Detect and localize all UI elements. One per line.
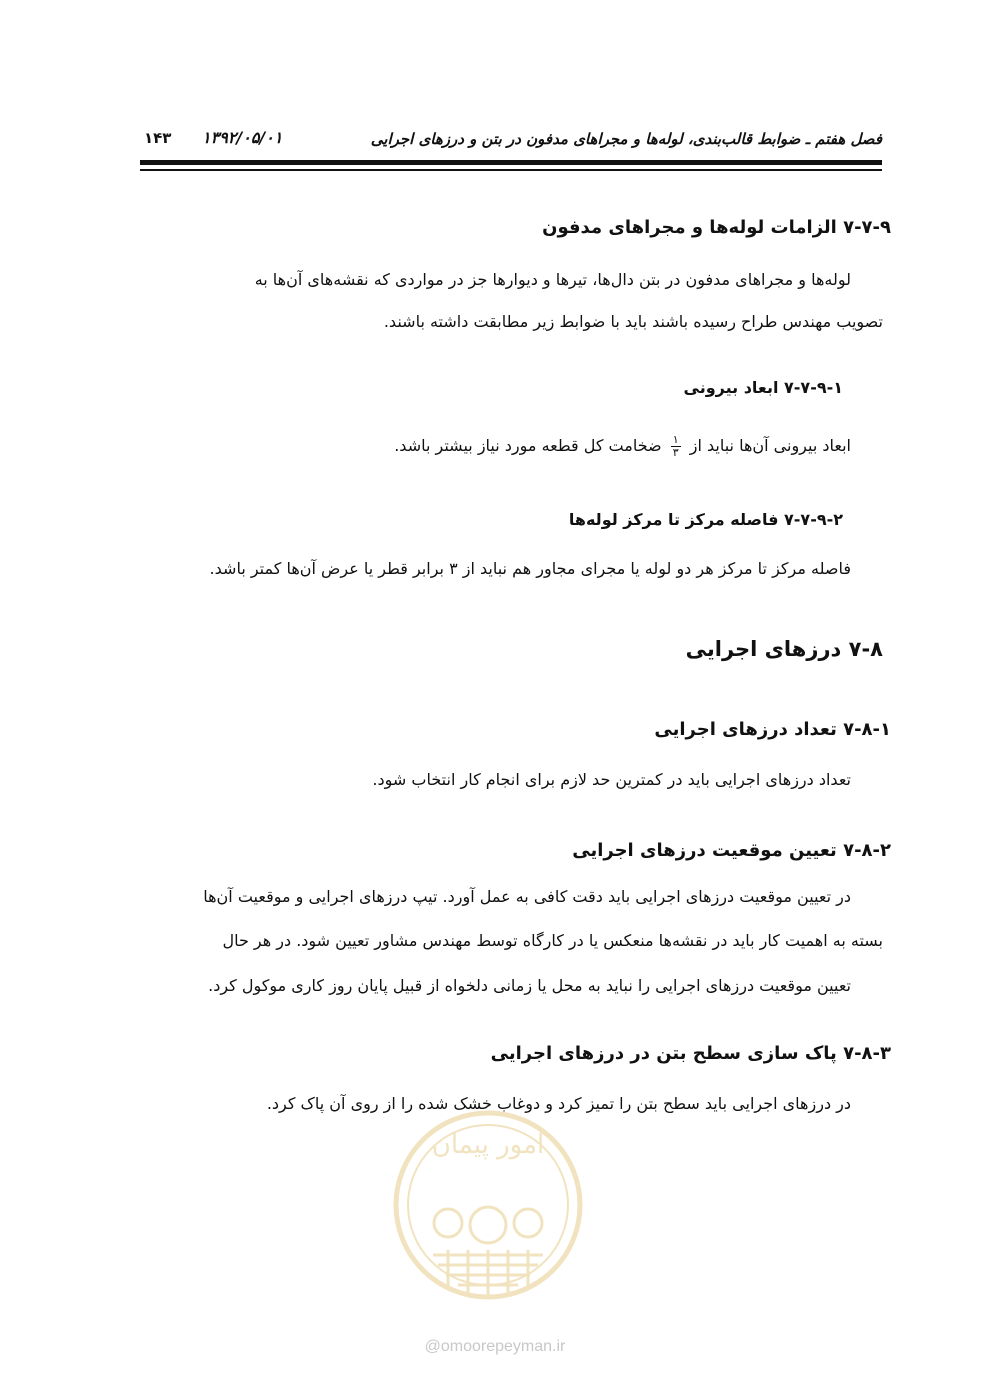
running-header [140,124,882,154]
watermark-logo-text: امور پیمان [431,1130,545,1160]
watermark-logo [388,1105,588,1315]
chapter-title: فصل هفتم ـ ضوابط قالب‌بندی، لوله‌ها و مجراهای مدفون در بتن و درزهای اجرایی [370,130,882,148]
fraction-one-third [671,434,681,459]
header-rule-thin [140,169,882,171]
fraction-numerator: ۱ [672,433,679,446]
paragraph-7-8-2-line-3: تعیین موقعیت درزهای اجرایی را نباید به محل یا زمانی دلخواه از قبیل پایان روز کاری موکول کرد. [208,976,851,995]
header-date: ۱۳۹۲/۰۵/۰۱ [202,128,283,147]
paragraph-7-8-2-line-1: در تعیین موقعیت درزهای اجرایی باید دقت کافی به عمل آورد. تیپ درزهای اجرایی و موقعیت آن‌ها [203,887,851,906]
paragraph-7-7-9-line-2: تصویب مهندس طراح رسیده باشند باید با ضوابط زیر مطابقت داشته باشند. [383,312,883,331]
paragraph-7-7-9-2: فاصله مرکز تا مرکز هر دو لوله یا مجرای مجاور هم نباید از ۳ برابر قطر یا عرض آن‌ها کمتر باشد. [209,559,851,578]
section-heading-7-8-3: ۷-۸-۳ پاک سازی سطح بتن در درزهای اجرایی [490,1043,891,1064]
paragraph-7-8-2-line-2: بسته به اهمیت کار باید در نقشه‌ها منعکس یا در کارگاه توسط مهندس مشاور تعیین شود. در هر حال [222,931,883,950]
header-rule-thick [140,160,882,165]
paragraph-7-8-3: در درزهای اجرایی باید سطح بتن را تمیز کرد و دوغاب خشک شده را از روی آن پاک کرد. [266,1094,851,1113]
section-heading-7-7-9-2: ۷-۷-۹-۲ فاصله مرکز تا مرکز لوله‌ها [568,510,843,529]
paragraph-7-8-1: تعداد درزهای اجرایی باید در کمترین حد لازم برای انجام کار انتخاب شود. [372,770,851,789]
fraction-denominator: ۳ [672,446,679,459]
text-before-fraction: ابعاد بیرونی آن‌ها نباید از [689,436,851,455]
paragraph-7-7-9-1 [394,434,851,459]
page-number: ۱۴۳ [144,129,172,147]
section-heading-7-8-2: ۷-۸-۲ تعیین موقعیت درزهای اجرایی [572,840,891,861]
paragraph-7-7-9-line-1: لوله‌ها و مجراهای مدفون در بتن دال‌ها، تیرها و دیوارها جز در مواردی که نقشه‌های آن‌ها به [254,270,851,289]
section-heading-7-8-1: ۷-۸-۱ تعداد درزهای اجرایی [654,719,891,740]
watermark-url: @omoorepeyman.ir [424,1338,566,1355]
section-heading-7-7-9-1: ۷-۷-۹-۱ ابعاد بیرونی [683,378,843,397]
section-heading-7-8: ۷-۸ درزهای اجرایی [685,637,883,661]
section-heading-7-7-9: ۷-۷-۹ الزامات لوله‌ها و مجراهای مدفون [542,217,891,238]
text-after-fraction: ضخامت کل قطعه مورد نیاز بیشتر باشد. [394,436,662,455]
